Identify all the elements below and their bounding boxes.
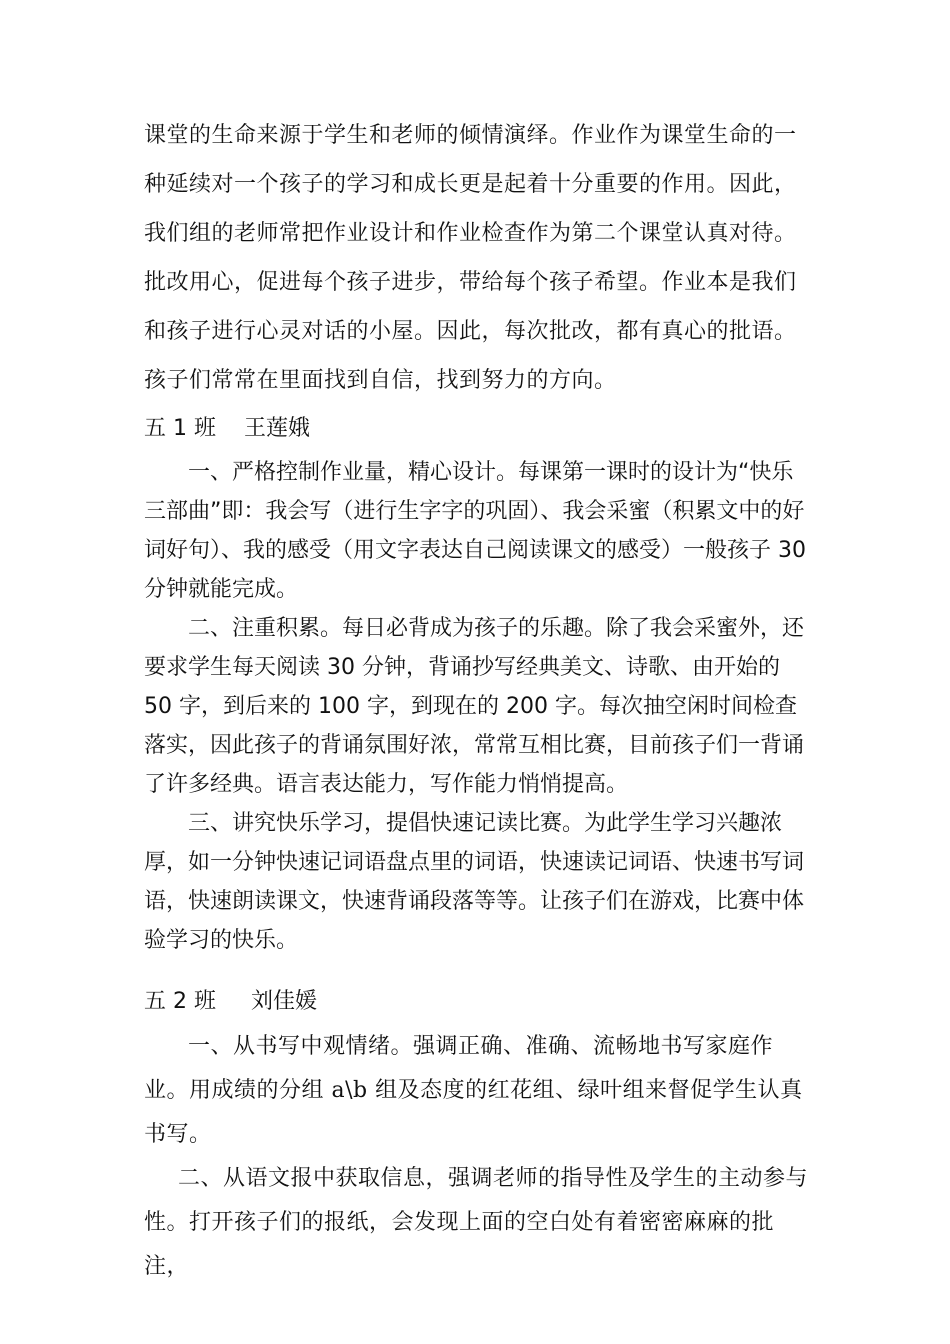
section-1-paragraph-1: 一、严格控制作业量，精心设计。每课第一课时的设计为“快乐三部曲”即：我会写（进行生字字的巩固）、我会采蜜（积累文中的好词好句）、我的感受（用文字表达自己阅读课文的感受）一般孩子 30 分钟就能完成。: [144, 460, 806, 602]
section-1-heading: 五 1 班 王莲娥: [144, 416, 310, 441]
section-2-heading: 五 2 班 刘佳媛: [144, 989, 317, 1014]
section-1-paragraph-3: 三、讲究快乐学习，提倡快速记读比赛。为此学生学习兴趣浓厚，如一分钟快速记词语盘点里的词语，快速读记词语、快速书写词语，快速朗读课文，快速背诵段落等等。让孩子们在游戏，比赛中体验学习的快乐。: [144, 811, 805, 953]
section-1-paragraph-2: 二、注重积累。每日必背成为孩子的乐趣。除了我会采蜜外，还要求学生每天阅读 30 分钟，背诵抄写经典美文、诗歌、由开始的 50 字，到后来的 100 字，到现在的 200 字。每次抽空闲时间检查落实，因此孩子的背诵氛围好浓，常常互相比赛，目前孩子们一背诵了许多经典。语言表达能力，写作能力悄悄提高。: [144, 616, 805, 797]
section-2-body: [144, 1025, 814, 1289]
section-1-body: [144, 453, 814, 960]
intro-paragraph: 课堂的生命来源于学生和老师的倾情演绎。作业作为课堂生命的一种延续对一个孩子的学习和成长更是起着十分重要的作用。因此，我们组的老师常把作业设计和作业检查作为第二个课堂认真对待。批改用心，促进每个孩子进步，带给每个孩子希望。作业本是我们和孩子进行心灵对话的小屋。因此，每次批改，都有真心的批语。孩子们常常在里面找到自信，找到努力的方向。: [144, 123, 797, 393]
section-2-paragraph-2: 二、从语文报中获取信息，强调老师的指导性及学生的主动参与性。打开孩子们的报纸，会发现上面的空白处有着密密麻麻的批注，: [144, 1166, 809, 1279]
section-2-paragraph-1: 一、从书写中观情绪。强调正确、准确、流畅地书写家庭作业。用成绩的分组 a\b 组及态度的红花组、绿叶组来督促学生认真书写。: [144, 1034, 803, 1147]
